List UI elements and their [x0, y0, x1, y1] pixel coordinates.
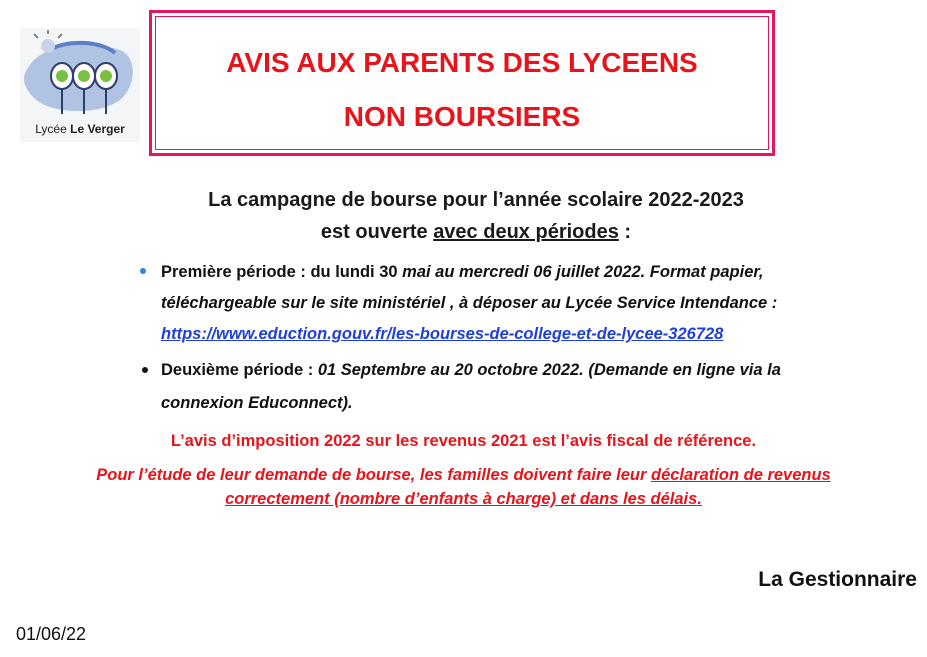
- bullet-icon: [142, 367, 148, 373]
- document-date: 01/06/22: [16, 624, 87, 644]
- title-line-1: AVIS AUX PARENTS DES LYCEENS: [226, 47, 698, 78]
- school-name: Lycée Le Verger: [35, 122, 125, 136]
- periods-emphasis: avec deux périodes: [433, 221, 619, 243]
- school-logo-icon: [20, 28, 140, 122]
- title-frame: [149, 10, 775, 156]
- bourses-link[interactable]: https://www.eduction.gouv.fr/les-bourses-de-college-et-de-lycee-326728: [161, 325, 724, 343]
- period-2-line-2: connexion Educonnect).: [161, 394, 353, 412]
- fiscal-reference-notice: L’avis d’imposition 2022 sur les revenus 2021 est l’avis fiscal de référence.: [170, 432, 757, 450]
- intro-line-1: La campagne de bourse pour l’année scolaire 2022-2023: [208, 189, 744, 211]
- study-notice-line-1: Pour l’étude de leur demande de bourse, les familles doivent faire leur déclaration de revenus: [96, 466, 831, 484]
- period-1-line-1: Première période : du lundi 30 mai au mercredi 06 juillet 2022. Format papier,: [161, 263, 764, 281]
- title-line-2: NON BOURSIERS: [343, 101, 581, 132]
- signature: La Gestionnaire: [758, 568, 917, 591]
- period-1-line-2: téléchargeable sur le site ministériel , à déposer au Lycée Service Intendance :: [161, 294, 778, 312]
- intro-line-2: est ouverte avec deux périodes :: [320, 221, 632, 243]
- school-logo: [20, 28, 140, 142]
- study-notice-line-2: correctement (nombre d’enfants à charge) et dans les délais.: [225, 490, 702, 508]
- period-2-line-1: Deuxième période : 01 Septembre au 20 octobre 2022. (Demande en ligne via la: [161, 361, 781, 379]
- bullet-icon: [140, 268, 146, 274]
